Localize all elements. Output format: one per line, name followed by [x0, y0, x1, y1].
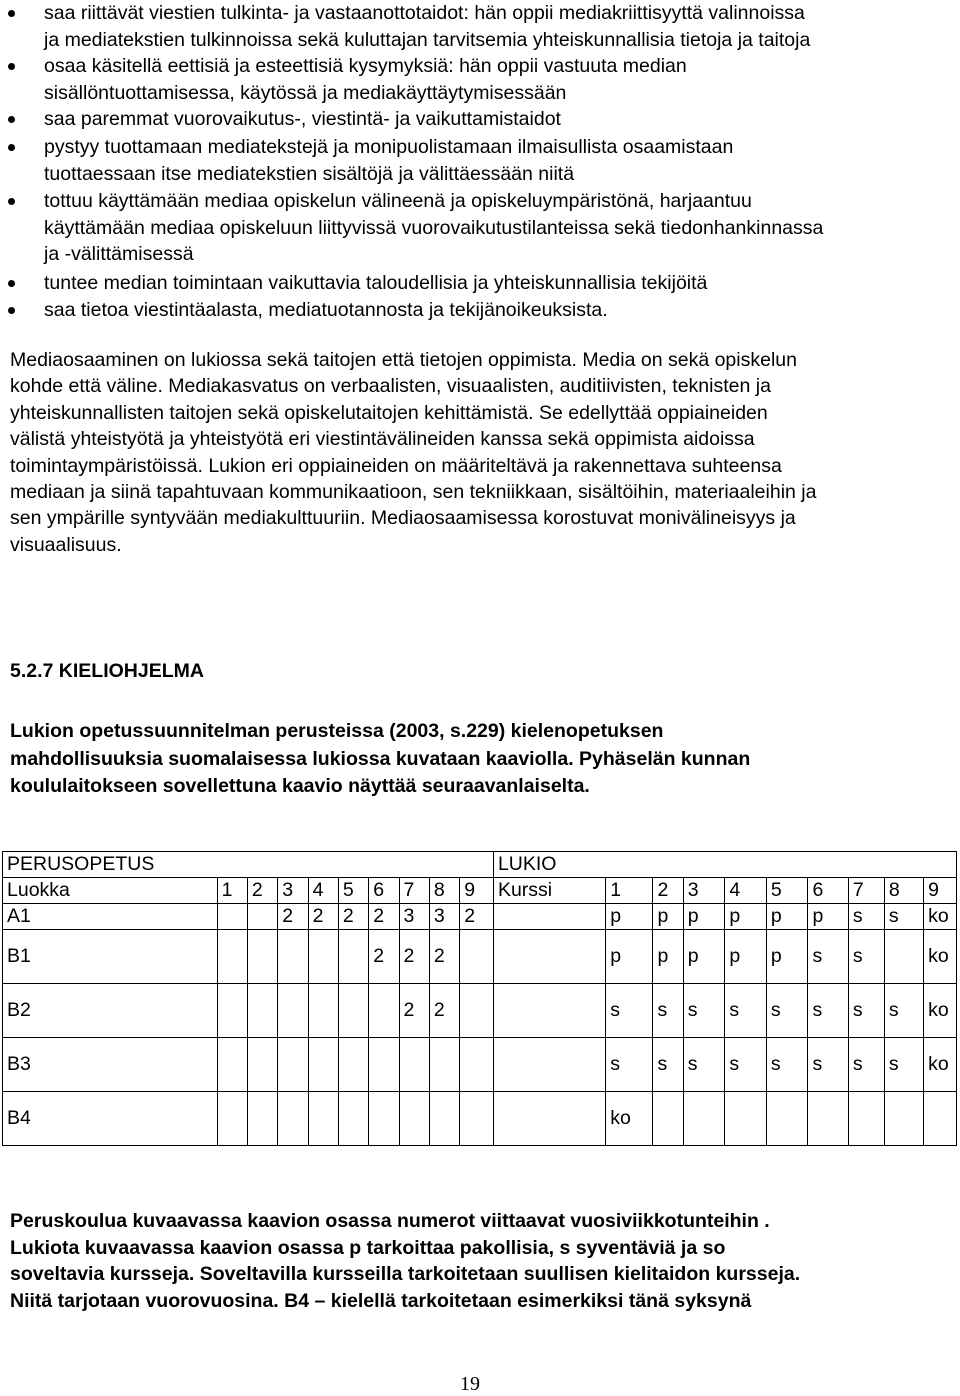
course-cell [808, 1092, 848, 1146]
row-label: Luokka [3, 878, 218, 904]
course-cell: s [653, 984, 683, 1038]
grade-cell [217, 984, 247, 1038]
grade-cell [460, 984, 494, 1038]
course-cell: s [766, 984, 808, 1038]
bullet-line: käyttämään mediaa opiskeluun liittyvissä vuorovaikutustilanteissa sekä tiedonhankinnassa [44, 216, 824, 239]
grade-cell [308, 930, 338, 984]
grade-cell: 2 [278, 904, 308, 930]
intro-line: koululaitokseen sovellettuna kaavio näyttää seuraavanlaiselta. [10, 775, 590, 797]
course-cell: 5 [766, 878, 808, 904]
paragraph-line: yhteiskunnallisten taitojen sekä opiskelutaitojen kehittämistä. Se edellyttää oppiaineiden [10, 401, 768, 424]
course-cell: 8 [884, 878, 923, 904]
bullet-line: sisällöntuottamisessa, käytössä ja mediakäyttäytymisessään [44, 81, 567, 104]
legend-line: Niitä tarjotaan vuorovuosina. B4 – kielellä tarkoitetaan esimerkiksi tänä syksynä [10, 1289, 752, 1312]
course-cell [884, 1092, 923, 1146]
bullet-line: tuottaessaan itse mediatekstien sisältöjä ja välittäessään niitä [44, 162, 575, 185]
header-basic-education: PERUSOPETUS [3, 852, 494, 878]
bullet-line: saa tietoa viestintäalasta, mediatuotannosta ja tekijänoikeuksista. [44, 299, 608, 321]
grade-cell: 8 [429, 878, 459, 904]
grade-cell [247, 1038, 277, 1092]
grade-cell [369, 1092, 399, 1146]
course-cell [884, 930, 923, 984]
course-label [493, 984, 605, 1038]
paragraph-line: sen ympärille syntyvään mediakulttuuriin. Mediaosaamisessa korostuvat monivälineisyys ja [10, 507, 796, 530]
grade-cell: 3 [278, 878, 308, 904]
language-program-table [2, 851, 957, 1146]
grade-cell [247, 1092, 277, 1146]
grade-cell [217, 904, 247, 930]
grade-cell [278, 1038, 308, 1092]
table-row [3, 1092, 957, 1146]
page-number: 19 [460, 1373, 480, 1395]
course-cell: p [725, 930, 767, 984]
course-cell: 4 [725, 878, 767, 904]
bullet-line: tottuu käyttämään mediaa opiskelun välineenä ja opiskeluympäristönä, harjaantuu [44, 190, 752, 212]
table-row [3, 878, 957, 904]
course-cell: s [808, 984, 848, 1038]
grade-cell: 2 [429, 930, 459, 984]
course-label: Kurssi [493, 878, 605, 904]
row-label: B3 [3, 1038, 218, 1092]
paragraph-line: visuaalisuus. [10, 533, 122, 556]
paragraph-line: Mediaosaaminen on lukiossa sekä taitojen että tietojen oppimista. Media on sekä opiskelun [10, 349, 797, 371]
grade-cell [217, 1038, 247, 1092]
language-program-intro [10, 718, 950, 801]
grade-cell [399, 1038, 429, 1092]
course-cell: p [808, 904, 848, 930]
bullet-item-communication-field [44, 297, 960, 324]
course-label [493, 930, 605, 984]
grade-cell [369, 1038, 399, 1092]
table-row [3, 984, 957, 1038]
grade-cell: 2 [338, 904, 368, 930]
grade-cell [369, 984, 399, 1038]
bullet-line: saa paremmat vuorovaikutus-, viestintä- ja vaikuttamistaidot [44, 108, 561, 130]
course-cell [725, 1092, 767, 1146]
course-cell: p [766, 904, 808, 930]
legend-line: Peruskoulua kuvaavassa kaavion osassa numerot viittaavat vuosiviikkotunteihin . [10, 1210, 770, 1232]
row-label: A1 [3, 904, 218, 930]
course-cell: s [884, 1038, 923, 1092]
course-cell: s [848, 930, 884, 984]
table-row [3, 930, 957, 984]
course-cell: s [653, 1038, 683, 1092]
legend-line: Lukiota kuvaavassa kaavion osassa p tarkoittaa pakollisia, s syventäviä ja so [10, 1236, 726, 1259]
course-cell [653, 1092, 683, 1146]
table-row [3, 904, 957, 930]
grade-cell: 2 [247, 878, 277, 904]
course-cell [848, 1092, 884, 1146]
course-cell: ko [924, 1038, 957, 1092]
bullet-item-economic-factors [44, 270, 960, 297]
grade-cell: 3 [399, 904, 429, 930]
course-cell [924, 1092, 957, 1146]
course-label [493, 1092, 605, 1146]
grade-cell [338, 1092, 368, 1146]
grade-cell [460, 1038, 494, 1092]
course-label [493, 904, 605, 930]
course-cell: 9 [924, 878, 957, 904]
grade-cell [247, 904, 277, 930]
table-legend [10, 1208, 955, 1314]
grade-cell: 1 [217, 878, 247, 904]
header-upper-secondary: LUKIO [493, 852, 956, 878]
grade-cell [429, 1092, 459, 1146]
course-cell: s [848, 904, 884, 930]
grade-cell [278, 930, 308, 984]
course-cell: p [725, 904, 767, 930]
course-cell: s [884, 904, 923, 930]
intro-line: Lukion opetussuunnitelman perusteissa (2003, s.229) kielenopetuksen [10, 720, 664, 742]
course-cell [766, 1092, 808, 1146]
course-cell: ko [924, 904, 957, 930]
bullet-line: ja -välittämisessä [44, 243, 194, 265]
course-cell: s [606, 1038, 653, 1092]
course-cell: p [653, 930, 683, 984]
course-cell: s [725, 1038, 767, 1092]
course-cell: s [606, 984, 653, 1038]
grade-cell: 7 [399, 878, 429, 904]
bullet-line: osaa käsitellä eettisiä ja esteettisiä kysymyksiä: hän oppii vastuuta median [44, 55, 687, 77]
grade-cell [429, 1038, 459, 1092]
bullet-item-media-as-tool [44, 188, 960, 268]
course-cell: p [653, 904, 683, 930]
course-cell: s [808, 930, 848, 984]
grade-cell [338, 984, 368, 1038]
grade-cell [460, 930, 494, 984]
course-cell: p [683, 930, 725, 984]
course-cell: 1 [606, 878, 653, 904]
course-cell: 2 [653, 878, 683, 904]
bullet-line: pystyy tuottamaan mediatekstejä ja monipuolistamaan ilmaisullista osaamistaan [44, 136, 734, 158]
bullet-item-reception-skills [44, 0, 960, 53]
paragraph-line: kohde että väline. Mediakasvatus on verbaalisten, visuaalisten, auditiivisten, teknisten ja [10, 375, 771, 398]
course-cell: s [848, 1038, 884, 1092]
grade-cell: 5 [338, 878, 368, 904]
row-label: B1 [3, 930, 218, 984]
course-cell: p [606, 930, 653, 984]
course-cell: p [606, 904, 653, 930]
course-cell: ko [924, 930, 957, 984]
course-cell: ko [924, 984, 957, 1038]
bullet-line: ja mediatekstien tulkinnoissa sekä kuluttajan tarvitsemia yhteiskunnallisia tietoja ja taitoja [44, 28, 811, 51]
grade-cell [338, 930, 368, 984]
paragraph-line: mediaan ja siinä tapahtuvaan kommunikaatioon, sen tekniikkaan, sisältöihin, materiaaleihin ja [10, 481, 817, 504]
grade-cell [308, 1038, 338, 1092]
grade-cell [338, 1038, 368, 1092]
grade-cell [399, 1092, 429, 1146]
course-cell [683, 1092, 725, 1146]
course-cell: p [766, 930, 808, 984]
grade-cell: 9 [460, 878, 494, 904]
course-cell: s [848, 984, 884, 1038]
paragraph-line: välistä yhteistyötä ja yhteistyötä eri viestintävälineiden kanssa sekä oppimista aidoissa [10, 428, 755, 451]
grade-cell: 2 [399, 984, 429, 1038]
grade-cell: 2 [369, 930, 399, 984]
table-header-row [3, 852, 957, 878]
course-cell: s [766, 1038, 808, 1092]
legend-line: soveltavia kursseja. Soveltavilla kursseilla tarkoitetaan suullisen kielitaidon kursseja. [10, 1263, 801, 1286]
grade-cell: 6 [369, 878, 399, 904]
row-label: B2 [3, 984, 218, 1038]
course-cell: s [683, 984, 725, 1038]
grade-cell: 2 [399, 930, 429, 984]
intro-line: mahdollisuuksia suomalaisessa lukiossa kuvataan kaaviolla. Pyhäselän kunnan [10, 747, 751, 770]
course-cell: s [725, 984, 767, 1038]
course-cell: s [884, 984, 923, 1038]
course-cell: p [683, 904, 725, 930]
course-cell: s [808, 1038, 848, 1092]
bullet-line: tuntee median toimintaan vaikuttavia taloudellisia ja yhteiskunnallisia tekijöitä [44, 272, 708, 294]
table-row [3, 1038, 957, 1092]
grade-cell: 4 [308, 878, 338, 904]
grade-cell [308, 1092, 338, 1146]
course-cell: s [683, 1038, 725, 1092]
grade-cell [217, 1092, 247, 1146]
grade-cell: 2 [308, 904, 338, 930]
grade-cell [460, 1092, 494, 1146]
media-literacy-paragraph [10, 347, 955, 558]
row-label: B4 [3, 1092, 218, 1146]
section-heading: 5.2.7 KIELIOHJELMA [10, 660, 204, 682]
bullet-item-media-production [44, 134, 960, 187]
grade-cell: 2 [460, 904, 494, 930]
grade-cell [278, 984, 308, 1038]
grade-cell [308, 984, 338, 1038]
bullet-item-interaction-skills [44, 106, 960, 133]
grade-cell: 2 [369, 904, 399, 930]
grade-cell [278, 1092, 308, 1146]
course-cell: ko [606, 1092, 653, 1146]
grade-cell [217, 930, 247, 984]
course-label [493, 1038, 605, 1092]
bullet-line: saa riittävät viestien tulkinta- ja vastaanottotaidot: hän oppii mediakriittisyyttä valinnoissa [44, 2, 805, 24]
grade-cell: 2 [429, 984, 459, 1038]
course-cell: 7 [848, 878, 884, 904]
grade-cell [247, 984, 277, 1038]
bullet-item-ethics [44, 53, 960, 106]
course-cell: 3 [683, 878, 725, 904]
grade-cell [247, 930, 277, 984]
grade-cell: 3 [429, 904, 459, 930]
paragraph-line: toimintaympäristöissä. Lukion eri oppiaineiden on määriteltävä ja rakennettava suhteensa [10, 454, 782, 477]
course-cell: 6 [808, 878, 848, 904]
